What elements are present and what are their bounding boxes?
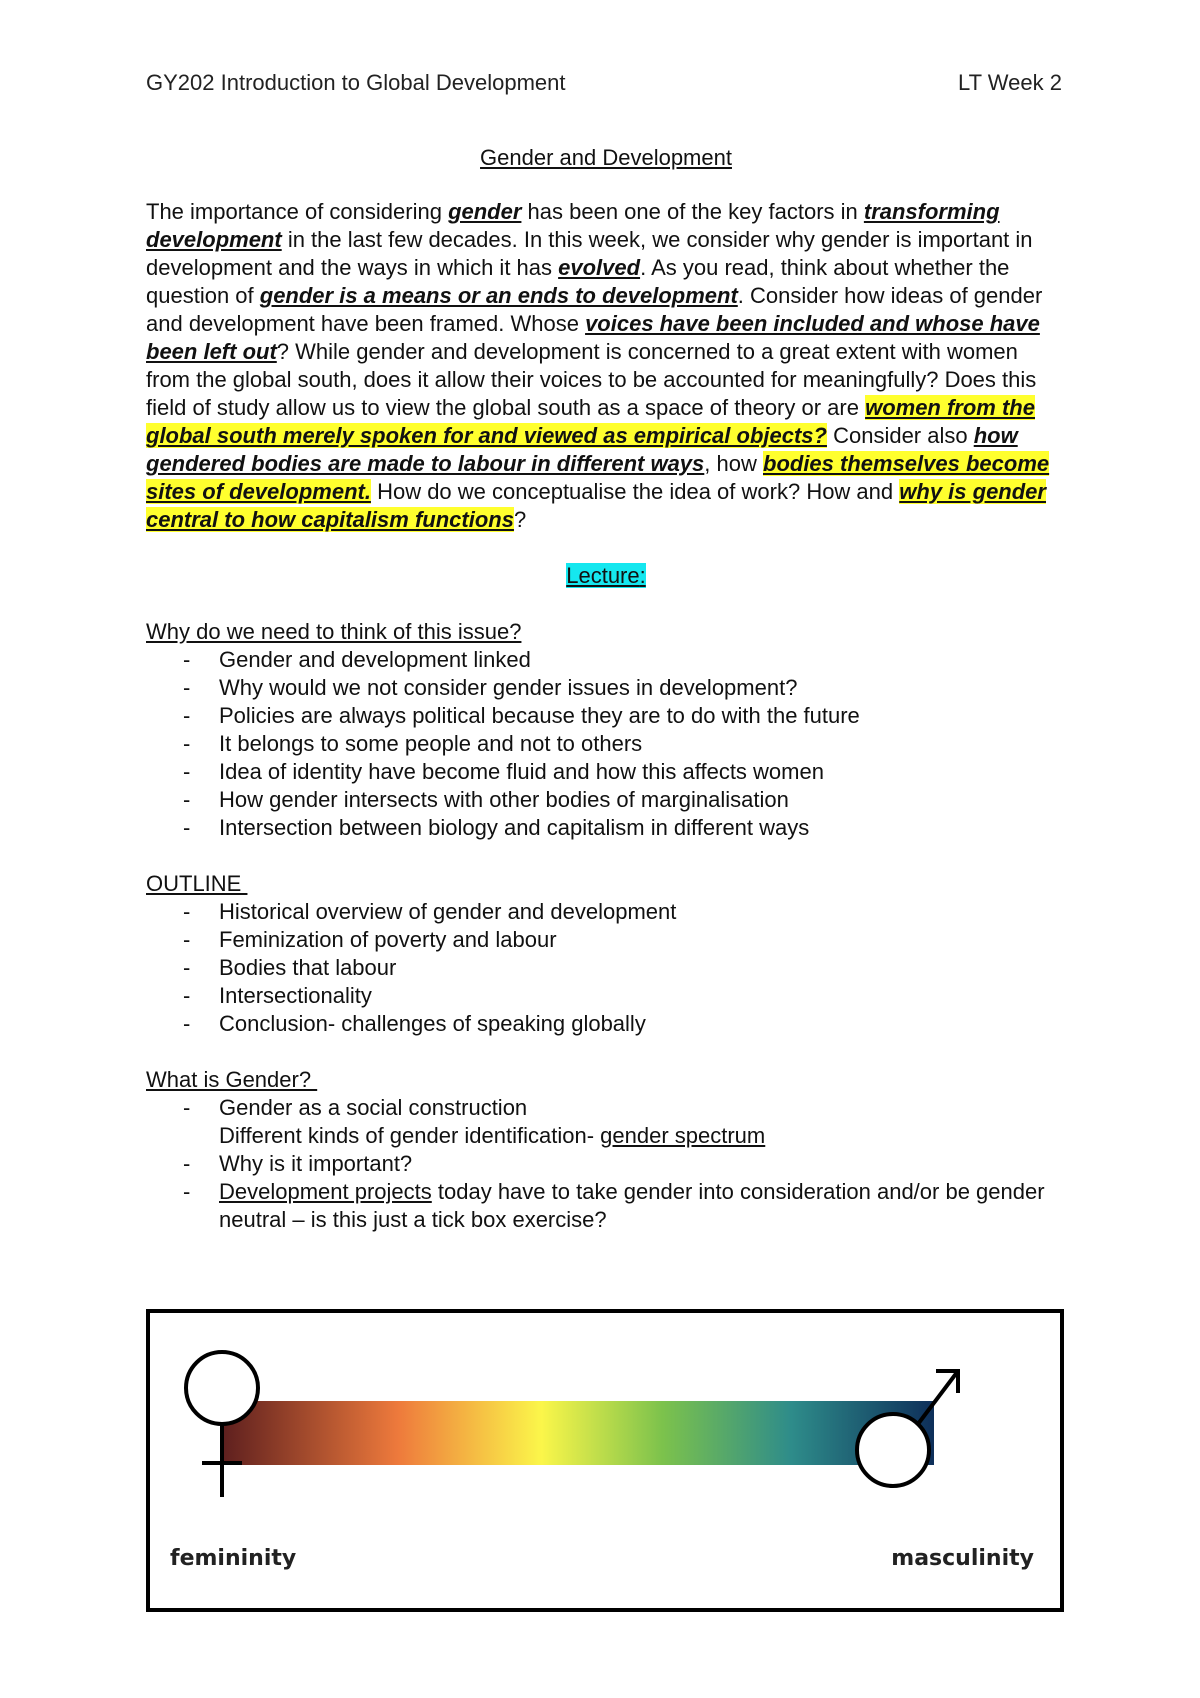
male-symbol-icon <box>857 1371 958 1486</box>
intro-text: ? <box>513 507 527 532</box>
list-item <box>146 1178 1066 1234</box>
list-item-text: today have to take gender into consideration and/or be gender neutral – is this just a tick box exercise? <box>219 1179 1045 1232</box>
list-item: - Why would we not consider gender issues in development? <box>146 674 1066 702</box>
key-term: gender <box>448 199 522 224</box>
outline-section <box>146 870 1066 1038</box>
intro-text: . Consider how ideas of gender and development have been framed. Whose <box>146 283 1043 336</box>
list-item: - Why is it important? <box>146 1150 1066 1178</box>
list-item: - Idea of identity have become fluid and how this affects women <box>146 758 1066 786</box>
gender-spectrum-figure <box>146 1309 1064 1612</box>
list-item: - Bodies that labour <box>146 954 1066 982</box>
key-term: gender is a means or an ends to development <box>259 283 738 308</box>
gender-list-continued <box>146 1150 1066 1234</box>
list-item: - Policies are always political because they are to do with the future <box>146 702 1066 730</box>
why-list <box>146 646 1066 842</box>
femininity-label: femininity <box>170 1546 297 1571</box>
intro-text: in the last few decades. In this week, we consider why gender is important in development and the ways in which it has <box>146 227 1033 280</box>
list-item: - Intersectionality <box>146 982 1066 1010</box>
development-projects-link[interactable]: Development projects <box>219 1179 432 1204</box>
page-title: Gender and Development <box>480 145 732 170</box>
gender-spectrum-link[interactable]: gender spectrum <box>600 1123 766 1148</box>
intro-text: How do we conceptualise the idea of work? How and <box>370 479 900 504</box>
document-body <box>146 144 1066 1262</box>
gender-heading: What is Gender? <box>146 1067 318 1092</box>
list-item: - Gender and development linked <box>146 646 1066 674</box>
key-term: transforming development <box>146 199 1000 252</box>
subline-text: Different kinds of gender identification- <box>219 1123 601 1148</box>
list-item <box>146 1094 1066 1122</box>
lecture-colon: : <box>639 563 646 588</box>
gender-list <box>146 1094 1066 1122</box>
highlighted-key-term: women from the global south merely spoken for and viewed as empirical objects? <box>146 395 1035 448</box>
highlighted-key-term: why is gender central to how capitalism functions <box>146 479 1046 532</box>
course-title: GY202 Introduction to Global Development <box>146 70 566 95</box>
list-item: - How gender intersects with other bodies of marginalisation <box>146 786 1066 814</box>
intro-paragraph <box>146 198 1066 534</box>
lecture-heading <box>146 562 1066 590</box>
intro-text: ? While gender and development is concerned to a great extent with women from the global south, does it allow their voices to be accounted for meaningfully? Does this field of study allow us to view the global south as a space of theory or are <box>146 339 1037 420</box>
list-item-text: Gender as a social construction <box>219 1095 528 1120</box>
list-item: - Conclusion- challenges of speaking globally <box>146 1010 1066 1038</box>
intro-text: Consider also <box>826 423 974 448</box>
list-item: - Historical overview of gender and development <box>146 898 1066 926</box>
intro-text: has been one of the key factors in <box>521 199 864 224</box>
list-item: - Feminization of poverty and labour <box>146 926 1066 954</box>
lecture-label: Lecture <box>566 563 640 588</box>
highlighted-key-term: bodies themselves become sites of development. <box>146 451 1050 504</box>
outline-list <box>146 898 1066 1038</box>
list-item: - Intersection between biology and capitalism in different ways <box>146 814 1066 842</box>
intro-text: , how <box>704 451 763 476</box>
key-term: voices have been included and whose have been left out <box>146 311 1040 364</box>
spectrum-bar <box>220 1401 934 1465</box>
week-label: LT Week 2 <box>958 70 1062 95</box>
list-item-subline <box>146 1122 1066 1150</box>
masculinity-label: masculinity <box>891 1546 1034 1571</box>
outline-heading: OUTLINE <box>146 871 248 896</box>
key-term: how gendered bodies are made to labour in different ways <box>146 423 1018 476</box>
why-section <box>146 618 1066 842</box>
page-header <box>146 70 1062 102</box>
list-item: - It belongs to some people and not to others <box>146 730 1066 758</box>
why-heading: Why do we need to think of this issue? <box>146 619 522 644</box>
key-term: evolved <box>558 255 641 280</box>
what-is-gender-section <box>146 1066 1066 1234</box>
intro-text: The importance of considering <box>146 199 449 224</box>
intro-text: . As you read, think about whether the question of <box>146 255 1010 308</box>
